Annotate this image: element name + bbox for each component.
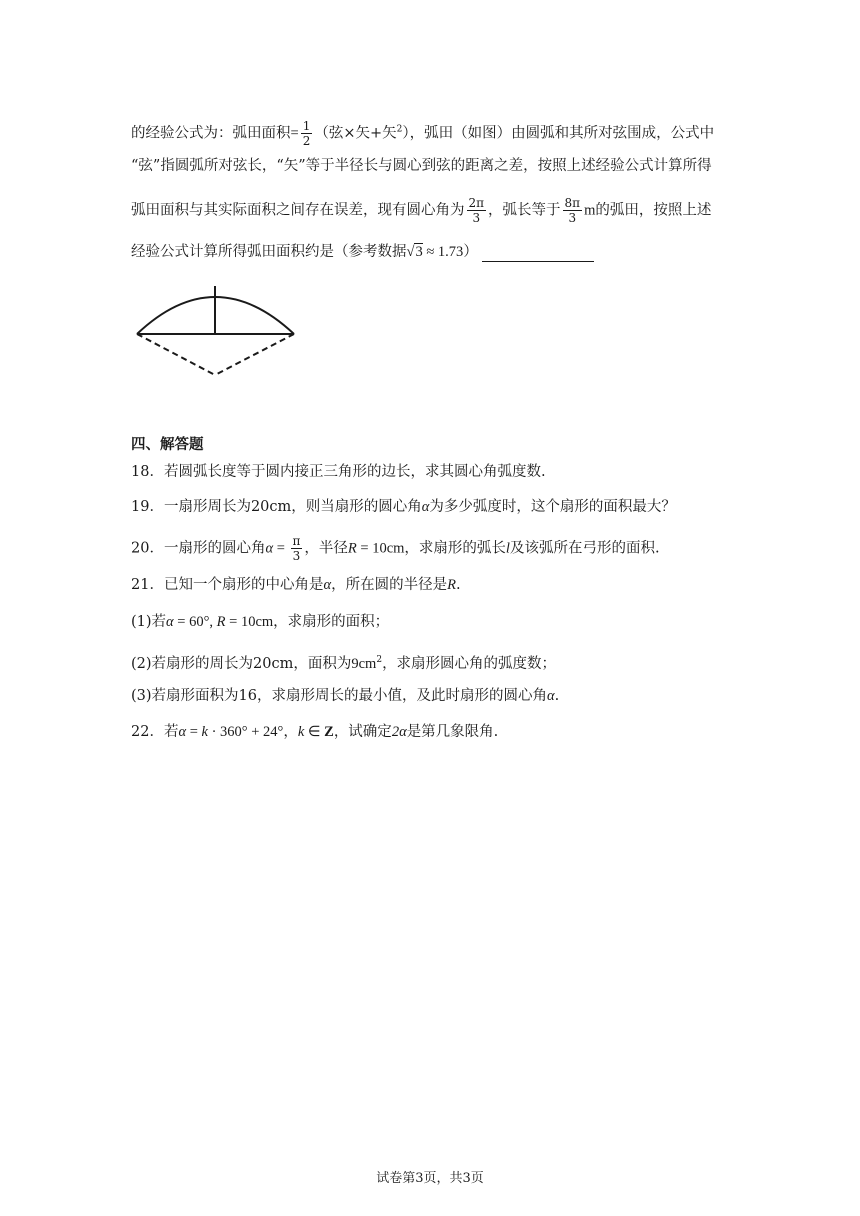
fraction-angle: $\frac{2\pi}{3}$ xyxy=(468,196,485,225)
arc-field-diagram xyxy=(125,280,325,390)
problem17-line4: 经验公式计算所得弧田面积约是（参考数据√3 ≈ 1.73） xyxy=(131,242,594,262)
problem-20: 20．一扇形的圆心角α = $\frac{\pi}{3}$ ，半径R = 10cm，求扇形的弧长l及该弧所在弓形的面积. xyxy=(131,534,660,563)
radius-right-dashed xyxy=(215,334,294,375)
problem-21-part-3: (3)若扇形面积为16，求扇形周长的最小值，及此时扇形的圆心角α. xyxy=(131,688,560,704)
problem17-line3: 弧田面积与其实际面积之间存在误差，现有圆心角为 $\frac{2\pi}{3}$ ，弧长等于 $\frac{8\pi}{3}$ m的弧田，按照上述 xyxy=(131,196,712,225)
problem-19: 19．一扇形周长为20cm，则当扇形的圆心角α为多少弧度时，这个扇形的面积最大？ xyxy=(131,499,676,515)
problem-18: 18．若圆弧长度等于圆内接正三角形的边长，求其圆心角弧度数. xyxy=(131,464,546,480)
section-title: 四、解答题 xyxy=(131,437,204,453)
problem-21: 21．已知一个扇形的中心角是α，所在圆的半径是R. xyxy=(131,577,461,593)
page-footer: 试卷第3页，共3页 xyxy=(376,1171,484,1186)
fraction-arc: $\frac{8\pi}{3}$ xyxy=(564,196,581,225)
problem-21-part-1: (1)若α = 60°, R = 10cm，求扇形的面积； xyxy=(131,614,390,630)
answer-blank[interactable] xyxy=(482,247,594,262)
problem17-line2: “弦”指圆弧所对弦长，“矢”等于半径长与圆心到弦的距离之差，按照上述经验公式计算所得 xyxy=(131,158,712,174)
problem-21-part-2: (2)若扇形的周长为20cm，面积为$9cm^2$，求扇形圆心角的弧度数； xyxy=(131,655,557,672)
fraction-half: $\frac{1}{2}$ xyxy=(302,119,311,148)
fraction-pi-third: $\frac{\pi}{3}$ xyxy=(292,534,301,563)
radius-left-dashed xyxy=(137,334,215,375)
problem-22: 22．若α = k · 360° + 24°，k ∈ Z，试确定2α是第几象限角. xyxy=(131,724,499,740)
problem17-line1: 的经验公式为：弧田面积= $\frac{1}{2}$ （弦×矢+矢$^2$），弧田（如图）由圆弧和其所对弦围成，公式中 xyxy=(131,119,715,148)
